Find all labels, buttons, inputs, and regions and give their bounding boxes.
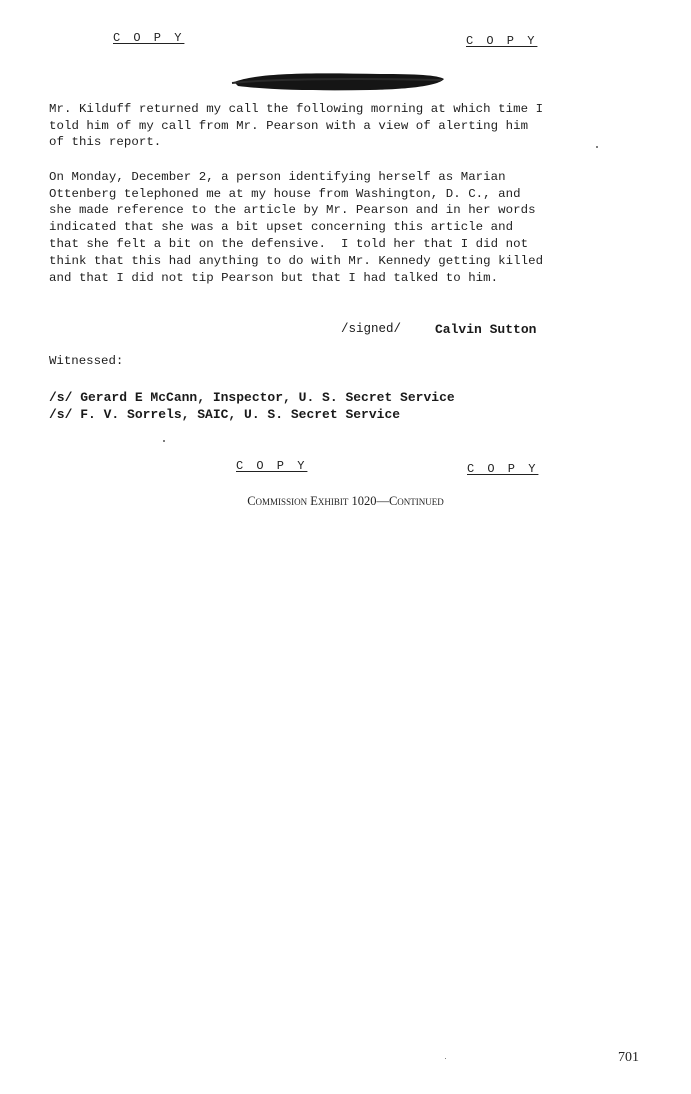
- page-number: 701: [618, 1050, 639, 1065]
- text-line: she made reference to the article by Mr. Pearson and in her words: [49, 203, 536, 217]
- exhibit-caption: Commission Exhibit 1020—Continued: [247, 494, 444, 508]
- witness-line: /s/ Gerard E McCann, Inspector, U. S. Secret Service: [49, 390, 455, 405]
- text-line: On Monday, December 2, a person identifying herself as Marian: [49, 170, 506, 184]
- witness-line: /s/ F. V. Sorrels, SAIC, U. S. Secret Service: [49, 407, 401, 422]
- text-line: told him of my call from Mr. Pearson with a view of alerting him: [49, 119, 529, 133]
- witnessed-label: Witnessed:: [49, 354, 124, 368]
- signature-name: Calvin Sutton: [435, 322, 537, 337]
- text-line: Mr. Kilduff returned my call the following morning at which time I: [49, 102, 544, 116]
- copy-stamp-top-right: C O P Y: [466, 34, 538, 48]
- text-line: indicated that she was a bit upset concerning this article and: [49, 220, 514, 234]
- scan-speck: [596, 146, 598, 148]
- text-line: that she felt a bit on the defensive. I told her that I did not: [49, 237, 529, 251]
- text-line: think that this had anything to do with Mr. Kennedy getting killed: [49, 254, 544, 268]
- text-line: Ottenberg telephoned me at my house from Washington, D. C., and: [49, 187, 521, 201]
- text-line: of this report.: [49, 135, 162, 149]
- signed-label: /signed/: [341, 322, 402, 336]
- copy-stamp-top-left: C O P Y: [113, 31, 185, 45]
- copy-stamp-bottom-left: C O P Y: [236, 459, 308, 473]
- scan-speck: [445, 1058, 446, 1059]
- redaction-mark: [230, 70, 446, 94]
- scan-speck: [163, 440, 165, 442]
- copy-stamp-bottom-right: C O P Y: [467, 462, 539, 476]
- text-line: and that I did not tip Pearson but that I had talked to him.: [49, 271, 499, 285]
